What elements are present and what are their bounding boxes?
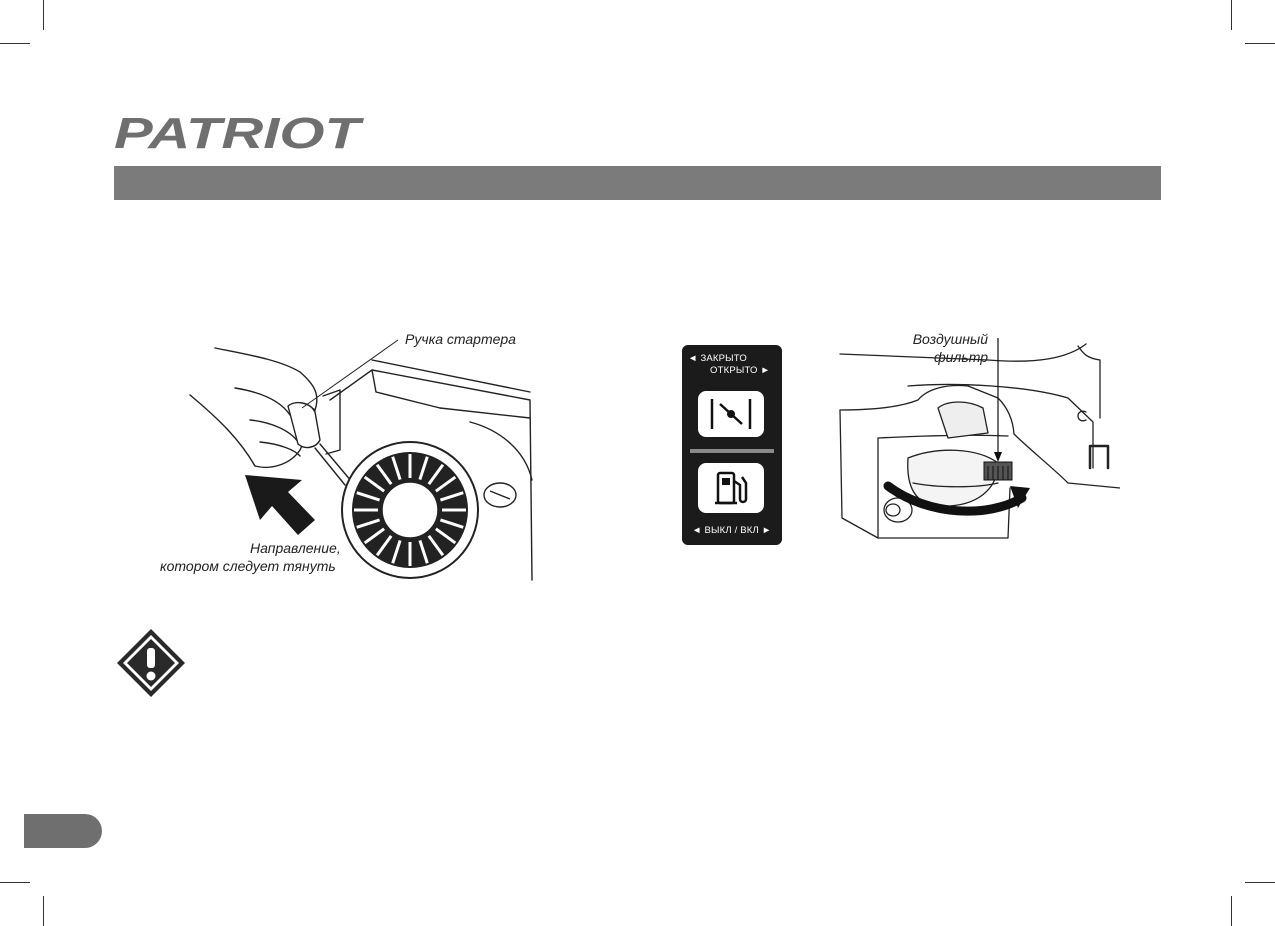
- choke-open-label: ОТКРЫТО ►: [710, 365, 771, 376]
- page-number-tab: [24, 814, 102, 848]
- svg-text:PATRIOT: PATRIOT: [114, 112, 364, 154]
- pull-direction-label-line2: котором следует тянуть: [160, 558, 336, 574]
- starter-handle-label: Ручка стартера: [405, 331, 516, 347]
- control-panel-decal: [682, 345, 782, 545]
- fuel-pump-icon: [698, 463, 764, 513]
- air-filter-figure: [838, 338, 1120, 544]
- pull-direction-label-line1: Направление,: [250, 540, 341, 556]
- crop-mark: [1231, 896, 1232, 926]
- section-header-bar: [114, 166, 1161, 200]
- crop-mark: [1245, 43, 1275, 44]
- crop-mark: [1231, 0, 1232, 30]
- choke-valve-icon: [698, 391, 764, 437]
- crop-mark: [43, 0, 44, 30]
- crop-mark: [0, 882, 30, 883]
- crop-mark: [0, 43, 30, 44]
- crop-mark: [43, 896, 44, 926]
- warning-diamond-icon: [116, 628, 186, 698]
- air-filter-label-line1: Воздушный: [912, 331, 988, 347]
- pull-direction-arrow: [245, 475, 315, 535]
- fuel-valve-label: ◄ ВЫКЛ / ВКЛ ►: [692, 525, 772, 536]
- air-filter-label-line2: фильтр: [933, 349, 988, 365]
- patriot-logo: [112, 112, 364, 154]
- choke-closed-label: ◄ ЗАКРЫТО: [688, 353, 747, 364]
- panel-divider: [690, 449, 774, 453]
- crop-mark: [1245, 882, 1275, 883]
